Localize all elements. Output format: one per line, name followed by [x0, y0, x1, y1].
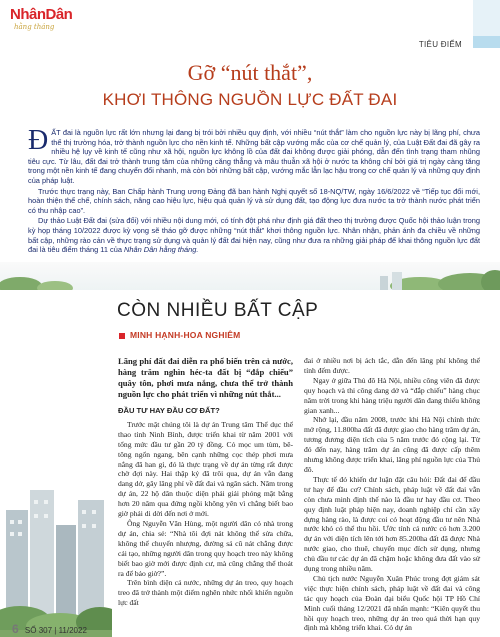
lead-paragraph-2: Trước thực trạng này, Ban Chấp hành Trung ương Đảng đã ban hành Nghị quyết số 18-NQ/TW, ngày 16/6/2022 về “Tiếp tục đổi mới, hoàn thiện thể chế, chính sách, nâng cao hiệu lực, hiệu quả quản lý và sử dụng đất, tạo động lực đưa nước ta trở thành nước phát triển có thu nhập cao”.: [28, 186, 480, 215]
paragraph: Trên bình diện cả nước, những dự án treo, quy hoạch treo đã trở thành một điểm nghẽn nhức nhối khiến nguồn lực đất: [118, 578, 293, 608]
header-side-bar: [473, 36, 500, 48]
author-marker: [119, 333, 125, 339]
header-side-tint: [473, 0, 500, 36]
lead-paragraph-3: Dự thảo Luật Đất đai (sửa đổi) với nhiều nội dung mới, có tính đột phá như định giá đất theo thị trường được Quốc hội thảo luận trong kỳ họp tháng 10/2022 được kỳ vọng sẽ tháo gỡ được những “nút thắt” khơi thông nguồn lực. Nhân nhận, phản ánh đa chiều về những bất cập, những rào cản về thực trạng sử dụng và quản lý đất đai hiện nay, cũng như đưa ra những giải pháp để khai thông nguồn lực đất đai là tiêu điểm tháng 11 của Nhân Dân hằng tháng.: [28, 216, 480, 255]
author-byline: MINH HẠNH-HOA NGHIÊM: [130, 330, 241, 340]
page-footer: [12, 622, 87, 636]
drop-cap: Đ: [28, 125, 49, 156]
city-illustration: [0, 470, 112, 637]
page-number: 6: [12, 622, 19, 636]
logo-text: NhânDân: [10, 6, 73, 23]
paragraph: đai ở nhiều nơi bị ách tắc, dẫn đến lãng phí không thể tính đếm được.: [304, 356, 480, 375]
article-subhead: ĐẦU TƯ HAY ĐẦU CƠ ĐẤT?: [118, 406, 220, 415]
paragraph: Ông Nguyễn Văn Hùng, một người dân có nhà trong dự án, chia sẻ: “Nhà tôi đợi nát không thể sửa chữa, không thể chuyển nhượng, đường sá cũ nát chẳng được cải tạo, những người dân trong quy hoạch treo này không biết bao giờ mới được định cư, mà cũng chẳng thể thoát ra để bảo giờ?”.: [118, 518, 293, 578]
section-title: CÒN NHIỀU BẤT CẬP: [117, 300, 319, 321]
issue-label: SỐ 307 | 11/2022: [24, 626, 87, 635]
paragraph: Ngay ở giữa Thủ đô Hà Nội, nhiều công viên đã được quy hoạch và thi công dang dở và “đắp chiếu” hàng chục năm trời trong khi hàng triệu người dân đang thiếu không gian xanh...: [304, 375, 480, 415]
paragraph: Trước mặt chúng tôi là dự án Trung tâm Thể dục thể thao tỉnh Ninh Bình, được triển khai từ năm 2001 với tổng mức đầu tư gần 20 tỷ đồng. Cỏ mọc um tùm, bê-tông ngổn ngang, bên cạnh những cọc thép phơi mưa nắng đã han gỉ, đó là thực trạng về dự án từng rất được chờ đợi này. Hai thập kỷ đã trôi qua, dự án vẫn đang dang dở, gây lãng phí về đất đai và ngân sách. Năm trong dự án, 22 hộ dân thuộc diện phải giải phóng mặt bằng hơn 20 năm qua đứng ngồi không yên vì chẳng biết bao giờ phải di dời đến nơi ở mới.: [118, 419, 293, 519]
masthead-logo: [10, 6, 80, 36]
article-column-right: [304, 356, 480, 633]
lead-block: [28, 125, 480, 256]
logo-subtitle: hằng tháng: [14, 23, 55, 31]
headline-line-2: KHƠI THÔNG NGUỒN LỰC ĐẤT ĐAI: [102, 90, 398, 109]
lead-paragraph-1: ĐẤT đai là nguồn lực rất lớn nhưng lại đang bị trói bởi nhiều quy định, với nhiều “nút thắt” làm cho nguồn lực này bị lãng phí, chưa thể thị trường hóa, trở thành nguồn lực cho nền kinh tế. Những bất cập vướng mắc của cơ chế quản lý, của Luật Đất đai đã gây ra nhiều hệ lụy về kinh tế cũng như xã hội, nguồn lực không lồ của đất đai không được giải phóng, dẫn đến tình trạng tham nhũng tiêu cực. Từ lâu, đất đai trở thành trung tâm của những căng thẳng và mâu thuẫn xã hội ở nước ta không chỉ bởi giá trị ngày càng tăng trong một nền kinh tế đang chuyển đổi nhanh, mà còn bởi những bất cập, vướng mắc lẫn lạc hậu trong cơ chế quản lý và những quy định của pháp luật.: [28, 125, 480, 185]
decorative-photo-band: [0, 262, 500, 290]
paragraph: Thực tế đó khiến dư luận đặt câu hỏi: Đất đai để đầu tư hay để đầu cơ? Chính sách, pháp luật về đất đai vẫn còn chưa minh định thế nào là đầu tư hay đầu cơ. Theo quy định luật pháp hiện nay, doanh nghiệp chỉ cần xây dựng hàng rào, là được coi có hoạt động đầu tư nên Nhà nước khó có thể thu hồi. Ước tính cả nước có hơn 3.200 dự án với diện tích lên tới hơn 85.200ha đất đã được Nhà nước giao, cho thuê, chuyển mục đích sử dụng, nhưng chủ đầu tư các dự án đã chậm hoặc không đưa đất vào sử dụng trong nhiều năm.: [304, 474, 480, 574]
headline-line-1: Gỡ “nút thắt”,: [187, 60, 313, 85]
section-tag: TIÊU ĐIỂM: [418, 40, 462, 49]
paragraph: Chủ tịch nước Nguyễn Xuân Phúc trong đợt giám sát việc thực hiện chính sách, pháp luật về đất đai và công tác quy hoạch của Đoàn đại biểu Quốc hội TP Hồ Chí Minh cuối tháng 12/2021 đã nhấn mạnh: “Kiên quyết thu hồi quy hoạch treo, những dự án treo quá thời hạn quy định mà không triển khai. Có dự án: [304, 573, 480, 633]
paragraph: Nhớ lại, đầu năm 2008, trước khi Hà Nội chính thức mở rộng, 11.800ha đất đã được giao cho hàng trăm dự án, tương đương diện tích của 5 năm trước đó cộng lại. Từ đó đến nay, hàng trăm dự án cũng đã được cấp thêm nhưng không được triển khai, lãng phí nguồn lực của Thủ đô.: [304, 415, 480, 474]
article-intro: Lãng phí đất đai diễn ra phổ biến trên cả nước, hàng trăm nghìn héc-ta đất bị “đắp chiếu” quây tôn, phơi mưa nắng, chưa thể trở thành nguồn lực cho phát triển vì những nút thắt...: [118, 356, 293, 399]
article-column-left: [118, 356, 293, 608]
